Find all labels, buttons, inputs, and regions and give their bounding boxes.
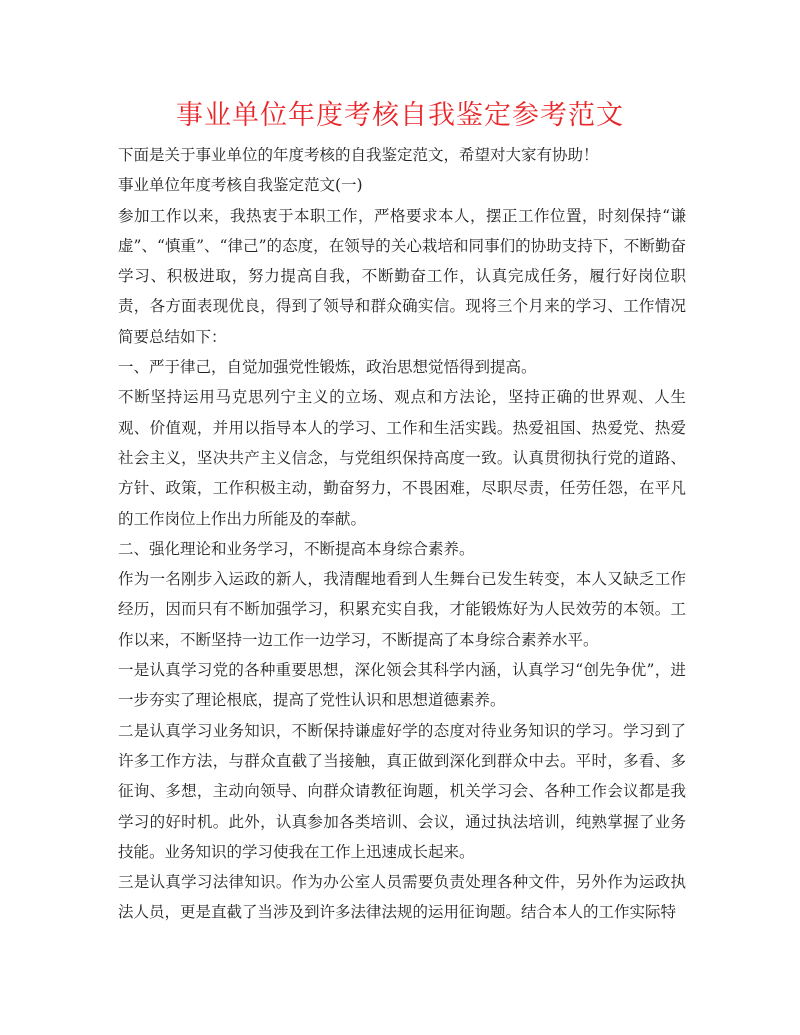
body-paragraph: 二是认真学习业务知识，不断保持谦虚好学的态度对待业务知识的学习。学习到了许多工作方法，与群众直截了当接触，真正做到深化到群众中去。平时，多看、多征询、多想，主动向领导、向群众请教征询题，机关学习会、各种工作会议都是我学习的好时机。此外，认真参加各类培训、会议，通过执法培训，纯熟掌握了业务技能。业务知识的学习使我在工作上迅速成长起来。: [118, 721, 686, 861]
body-paragraph: 三是认真学习法律知识。作为办公室人员需要负责处理各种文件，另外作为运政执法人员，更是直截了当涉及到许多法律法规的运用征询题。结合本人的工作实际特: [118, 873, 686, 922]
body-paragraph: 参加工作以来，我热衷于本职工作，严格要求本人，摆正工作位置，时刻保持“谦虚”、“慎重”、“律己”的态度，在领导的关心栽培和同事们的协助支持下，不断勤奋学习、积极进取，努力提高自我，不断勤奋工作，认真完成任务，履行好岗位职责，各方面表现优良，得到了领导和群众确实信。现将三个月来的学习、工作情况简要总结如下：: [118, 206, 686, 346]
section-heading-1: 一、严于律己，自觉加强党性锻炼，政治思想觉悟得到提高。: [118, 358, 537, 377]
intro-paragraph: 下面是关于事业单位的年度考核的自我鉴定范文，希望对大家有协助！: [118, 146, 599, 164]
document-title: 事业单位年度考核自我鉴定参考范文: [176, 100, 624, 131]
body-paragraph: 一是认真学习党的各种重要思想，深化领会其科学内涵，认真学习“创先争优”，进一步夯实了理论根底，提高了党性认识和思想道德素养。: [118, 661, 686, 710]
section-heading-2: 二、强化理论和业务学习，不断提高本身综合素养。: [118, 539, 475, 558]
body-paragraph: 作为一名刚步入运政的新人，我清醒地看到人生舞台已发生转变，本人又缺乏工作经历，因而只有不断加强学习，积累充实自我，才能锻炼好为人民效劳的本领。工作以来，不断坚持一边工作一边学习，不断提高了本身综合素养水平。: [118, 570, 686, 649]
body-paragraph: 不断坚持运用马克思列宁主义的立场、观点和方法论，坚持正确的世界观、人生观、价值观，并用以指导本人的学习、工作和生活实践。热爱祖国、热爱党、热爱社会主义，坚决共产主义信念，与党组织保持高度一致。认真贯彻执行党的道路、方针、政策，工作积极主动，勤奋努力，不畏困难，尽职尽责，任劳任怨，在平凡的工作岗位上作出力所能及的奉献。: [118, 388, 686, 528]
document-body: [118, 140, 686, 928]
section-heading-sample-1: 事业单位年度考核自我鉴定范文(一): [118, 176, 363, 195]
